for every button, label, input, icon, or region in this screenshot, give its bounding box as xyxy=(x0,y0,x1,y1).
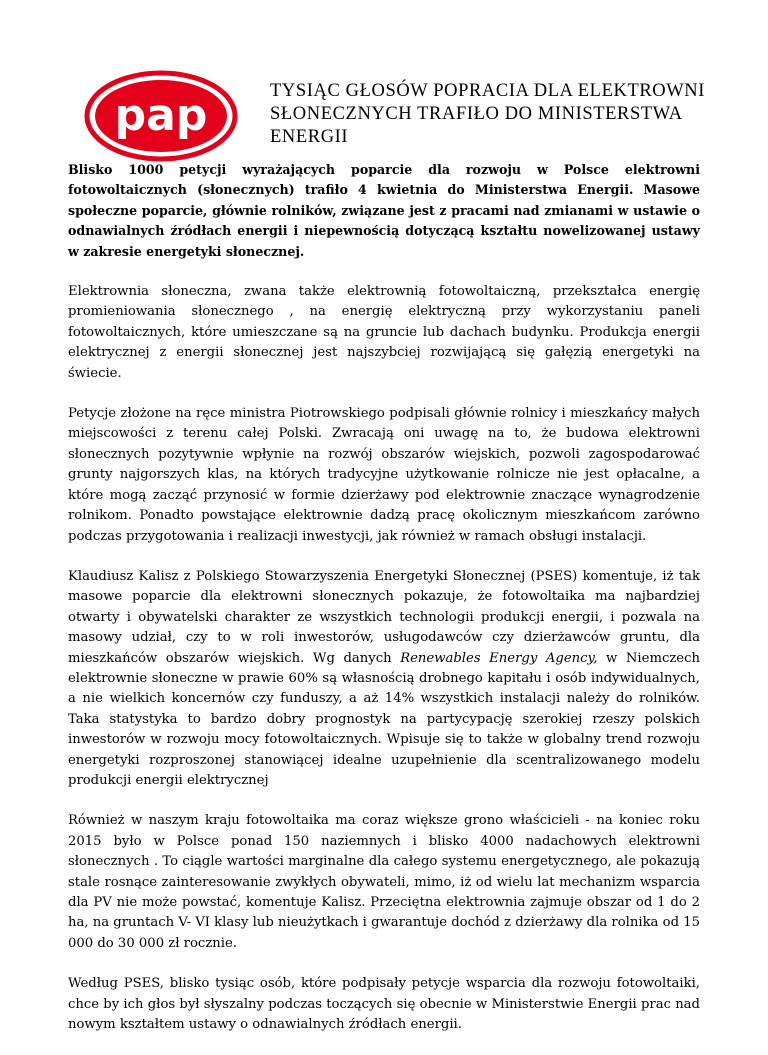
paragraph-1: Elektrownia słoneczna, zwana także elektrownią fotowoltaiczną, przekształca energię promieniowania słonecznego , na energię elektryczną przy wykorzystaniu paneli fotowoltaicznych, które umieszczane są na gruncie lub dachach budynku. Produkcja energii elektrycznej z energii słonecznej jest najszybciej rozwijającą się gałęzią energetyki na świecie. xyxy=(68,284,700,381)
pap-logo xyxy=(84,70,238,162)
article-title: TYSIĄC GŁOSÓW POPRACIA DLA ELEKTROWNI SŁONECZNYCH TRAFIŁO DO MINISTERSTWA ENERGII xyxy=(270,81,706,147)
article-body xyxy=(68,160,700,1055)
paragraph-5: Według PSES, blisko tysiąc osób, które podpisały petycje wsparcia dla rozwoju fotowoltaiki, chce by ich głos był słyszalny podczas toczących się obecnie w Ministerstwie Energii prac nad nowym kształtem ustawy o odnawialnych źródłach energii. xyxy=(68,976,700,1033)
paragraph-3-part-a: Klaudiusz Kalisz z Polskiego Stowarzyszenia Energetyki Słonecznej (PSES) komentuje, iż tak masowe poparcie dla elektrowni słonecznych pokazuje, że fotowoltaika ma najbardziej otwarty i obywatelski charakter ze wszystkich technologii produkcji energii, i pozwala na masowy udział, czy to w roli inwestorów, usługodawców czy dzierżawców gruntu, dla mieszkańców obszarów wiejskich. Wg danych xyxy=(68,568,700,666)
paragraph-3-part-b: w Niemczech elektrownie słoneczne w prawie 60% są własnością drobnego kapitału i osób indywidualnych, a nie wielkich koncernów czy funduszy, a aż 14% wszystkich instalacji należy do rolników. Taka statystyka to bardzo dobry prognostyk na partycypację szerokiej rzeszy polskich inwestorów w rozwoju mocy fotowoltaicznych. Wpisuje się to także w globalny trend rozwoju energetyki rozproszonej stanowiącej idealne uzupełnienie dla scentralizowanego modelu produkcji energii elektrycznej xyxy=(68,650,700,788)
logo-text: pap xyxy=(114,90,208,141)
paragraph-4: Również w naszym kraju fotowoltaika ma coraz większe grono właścicieli - na koniec roku 2015 było w Polsce ponad 150 naziemnych i blisko 4000 nadachowych elektrowni słonecznych . To ciągle wartości marginalne dla całego systemu energetycznego, ale pokazują stale rosnące zainteresowanie zwykłych obywateli, mimo, iż od wielu lat mechanizm wsparcia dla PV nie może powstać, komentuje Kalisz. Przeciętna elektrownia zajmuje obszar od 1 do 2 ha, na gruntach V- VI klasy lub nieużytkach i gwarantuje dochód z dzierżawy dla rolnika od 15 000 do 30 000 zł rocznie. xyxy=(68,813,700,951)
paragraph-2: Petycje złożone na ręce ministra Piotrowskiego podpisali głównie rolnicy i mieszkańcy małych miejscowości z terenu całej Polski. Zwracają oni uwagę na to, że budowa elektrowni słonecznych pozytywnie wpłynie na rozwój obszarów wiejskich, pozwoli zagospodarować grunty najgorszych klas, na których tradycyjne użytkowanie rolnicze nie jest opłacalne, a które mogą zacząć przynosić w formie dzierżawy pod elektrownie znaczące wynagrodzenie rolnikom. Ponadto powstające elektrownie dadzą pracę okolicznym mieszkańcom zarówno podczas przygotowania i realizacji inwestycji, jak również w ramach obsługi instalacji. xyxy=(68,406,700,544)
agency-name: Renewables Energy Agency, xyxy=(400,650,598,666)
lead-paragraph: Blisko 1000 petycji wyrażających poparcie dla rozwoju w Polsce elektrowni fotowoltaicznych (słonecznych) trafiło 4 kwietnia do Ministerstwa Energii. Masowe społeczne poparcie, głównie rolników, związane jest z pracami nad zmianami w ustawie o odnawialnych źródłach energii i niepewnością dotyczącą kształtu nowelizowanej ustawy w zakresie energetyki słonecznej. xyxy=(68,162,700,259)
paragraph-3 xyxy=(68,567,700,791)
